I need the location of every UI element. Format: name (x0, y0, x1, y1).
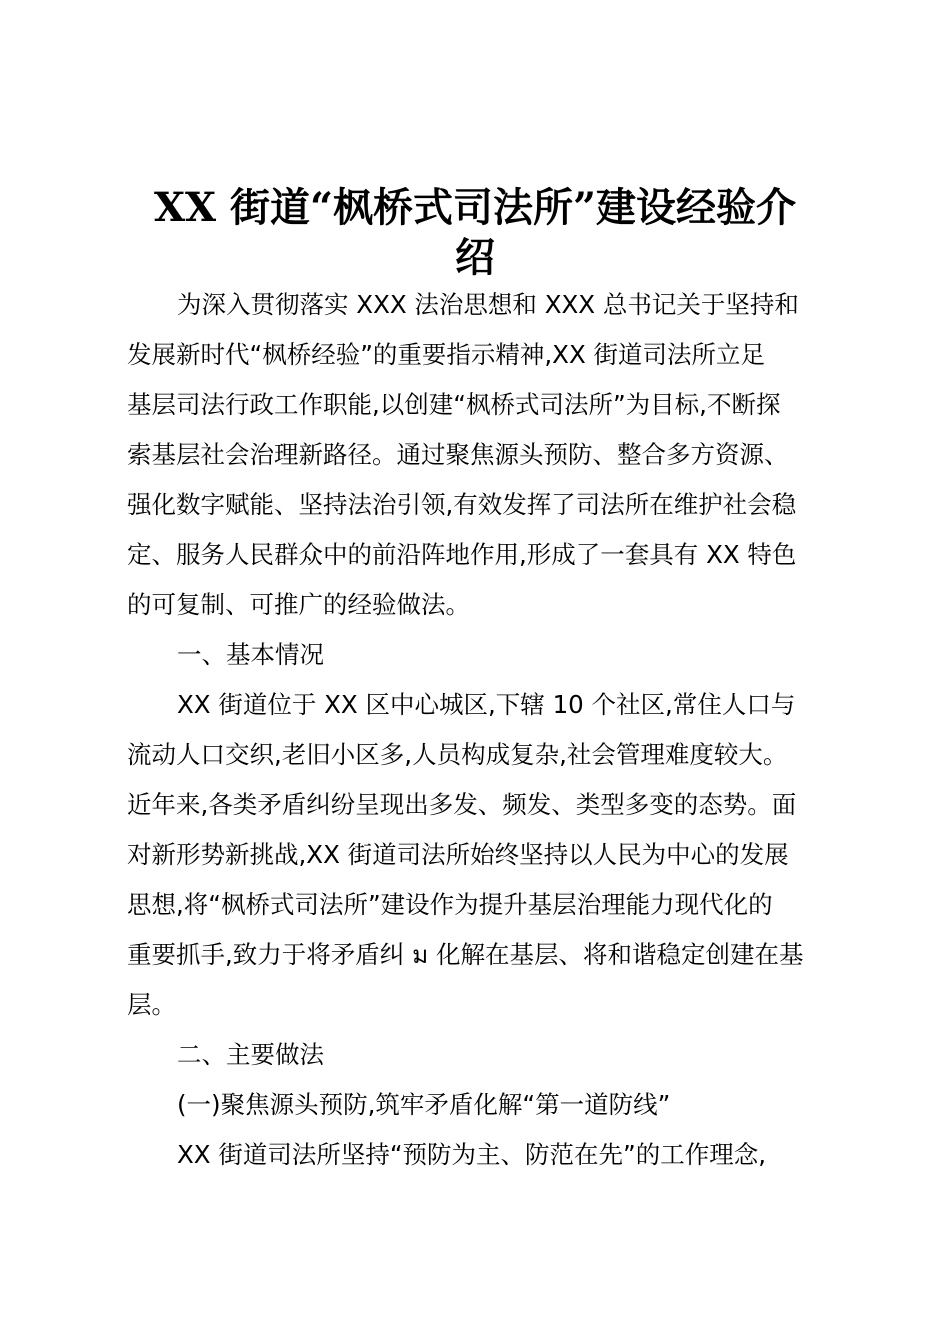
text-line: 强化数字赋能、坚持法治引领,有效发挥了司法所在维护社会稳 (127, 490, 797, 519)
text-line: 发展新时代“枫桥经验”的重要指示精神,XX 街道司法所立足 (127, 340, 766, 369)
text-line: (一)聚焦源头预防,筑牢矛盾化解“第一道防线” (177, 1090, 671, 1119)
text-line: 重要抓手,致力于将矛盾纠 ม 化解在基层、将和谐稳定创建在基 (127, 940, 804, 969)
text-line: 为深入贯彻落实 XXX 法治思想和 XXX 总书记关于坚持和 (177, 290, 799, 319)
text-line: XX 街道位于 XX 区中心城区,下辖 10 个社区,常住人口与 (177, 690, 796, 719)
text-line: XX 街道司法所坚持“预防为主、防范在先”的工作理念, (177, 1140, 767, 1169)
text-line: 思想,将“枫桥式司法所”建设作为提升基层治理能力现代化的 (127, 890, 773, 919)
text-line: 索基层社会治理新路径。通过聚焦源头预防、整合多方资源、 (127, 440, 789, 469)
text-line: 流动人口交织,老旧小区多,人员构成复杂,社会管理难度较大。 (127, 740, 788, 769)
text-line: 一、基本情况 (177, 640, 324, 669)
text-line: 近年来,各类矛盾纠纷呈现出多发、频发、类型多变的态势。面 (127, 790, 797, 819)
text-line: 对新形势新挑战,XX 街道司法所始终坚持以人民为中心的发展 (127, 840, 789, 869)
text-line: 定、服务人民群众中的前沿阵地作用,形成了一套具有 XX 特色 (127, 540, 797, 569)
document-title-line-2: 绍 (455, 234, 495, 281)
document-body (127, 280, 837, 1180)
text-line: 层。 (127, 990, 176, 1019)
text-line: 基层司法行政工作职能,以创建“枫桥式司法所”为目标,不断探 (127, 390, 781, 419)
text-line: 的可复制、可推广的经验做法。 (127, 590, 470, 619)
document-title-line-1: XX 街道“枫桥式司法所”建设经验介 (153, 184, 796, 231)
text-line: 二、主要做法 (177, 1040, 324, 1069)
